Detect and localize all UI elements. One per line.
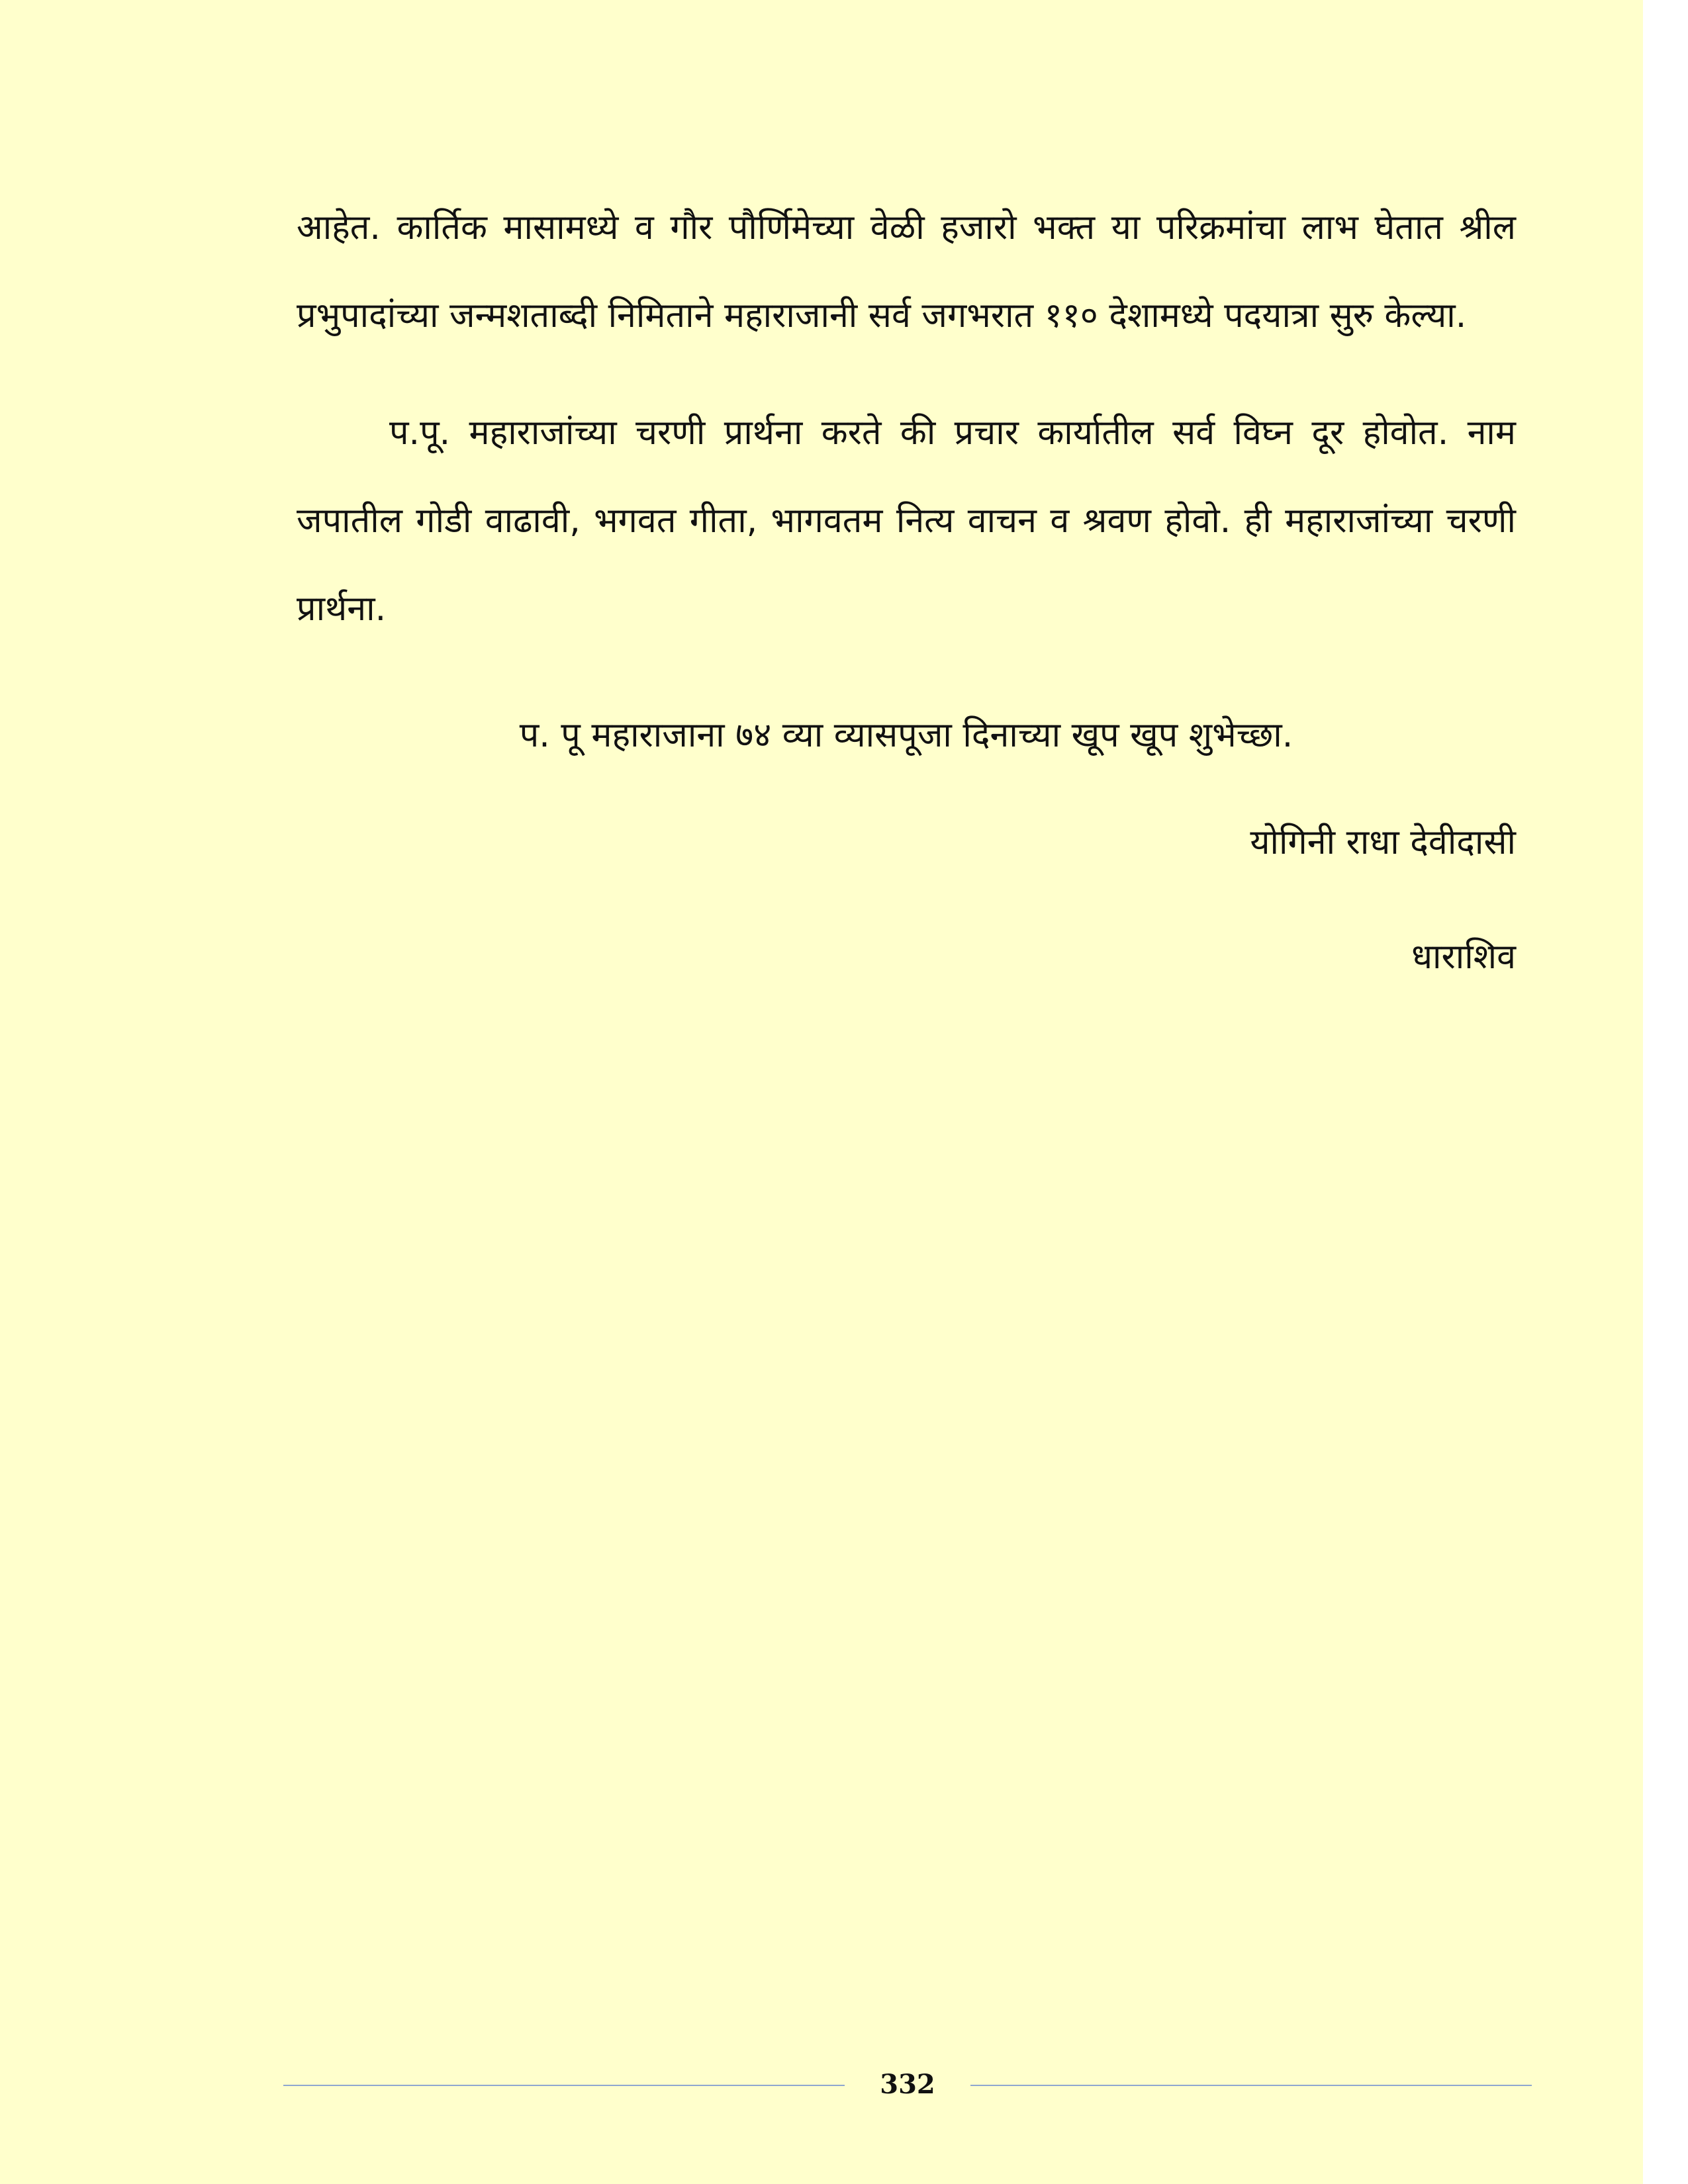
signature-place: धाराशिव [1411,937,1516,977]
paragraph-2: प.पू. महाराजांच्या चरणी प्रार्थना करते की प्रचार कार्यातील सर्व विघ्न दूर होवोत. नाम जपातील गोडी वाढावी, भगवत गीता, भागवतम नित्य वाचन व श्रवण होवो. ही महाराजांच्या चरणी प्रार्थना. [297,413,1516,629]
footer-rule-left [283,2085,845,2086]
page-number: 332 [880,2069,935,2100]
paragraph-1: आहेत. कार्तिक मासामध्ये व गौर पौर्णिमेच्या वेळी हजारो भक्त या परिक्रमांचा लाभ घेतात श्रील प्रभुपादांच्या जन्मशताब्दी निमिताने महाराजानी सर्व जगभरात ११० देशामध्ये पदयात्रा सुरु केल्या. [297,208,1516,336]
birthday-wish: प. पू महाराजाना ७४ व्या व्यासपूजा दिनाच्या खूप खूप शुभेच्छा. [519,715,1293,755]
footer-rule-right [970,2085,1532,2086]
signature-name: योगिनी राधा देवीदासी [1250,823,1516,862]
